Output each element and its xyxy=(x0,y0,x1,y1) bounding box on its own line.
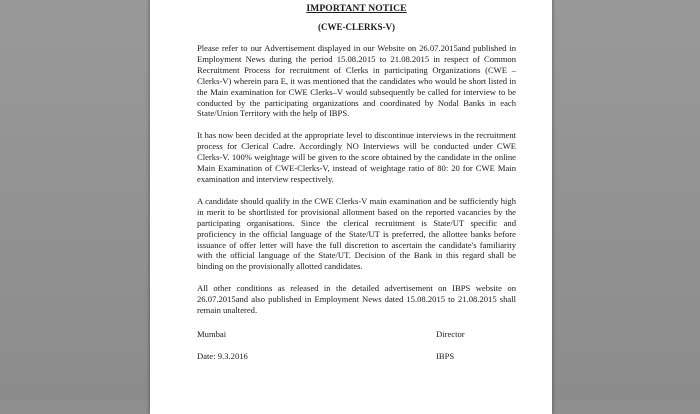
designation-label: Director xyxy=(436,328,465,339)
signature-row-2 xyxy=(197,351,516,362)
place-label: Mumbai xyxy=(197,328,227,339)
document-page xyxy=(150,0,552,414)
notice-subtitle: (CWE-CLERKS-V) xyxy=(317,22,395,32)
paragraph-2: It has now been decided at the appropriate level to discontinue interviews in the recruitment process for Clerical Cadre. Accordingly NO Interviews will be conducted under CWE Clerks-V. 100% weightage will be given to the score obtained by the candidate in the online Main Examination of CWE-Clerks-V, instead of weightage ratio of 80: 20 for CWE Main examination and interview respectively. xyxy=(197,130,516,184)
paragraph-1: Please refer to our Advertisement displayed in our Website on 26.07.2015and published in Employment News during the period 15.08.2015 to 21.08.2015 in respect of Common Recruitment Process for recruitment of Clerks in participating Organizations (CWE – Clerks-V) wherein para E, it was mentioned that the candidates who would be short listed in the Main examination for CWE Clerks–V would subsequently be called for interview to be conducted by the participating organizations and coordinated by Nodal Banks in each State/Union Territory with the help of IBPS. xyxy=(197,43,516,119)
notice-content xyxy=(197,0,516,362)
paragraph-3: A candidate should qualify in the CWE Clerks-V main examination and be sufficiently high in merit to be shortlisted for provisional allotment based on the reported vacancies by the participating organisations. Since the clerical recruitment is State/UT specific and proficiency in the official language of the State/UT is preferred, the allottee banks before issuance of offer letter will have the full discretion to ascertain the candidate's familiarity with the official language of the State/UT. Decision of the Bank in this regard shall be binding on the provisionally allotted candidates. xyxy=(197,195,516,272)
date-label: Date: 9.3.2016 xyxy=(197,350,248,361)
notice-title: IMPORTANT NOTICE xyxy=(306,3,407,14)
organization-label: IBPS xyxy=(436,350,455,361)
signature-row-1 xyxy=(197,329,516,340)
paragraph-4: All other conditions as released in the detailed advertisement on IBPS website on 26.07.2015and also published in Employment News dated 15.08.2015 to 21.08.2015 shall remain unaltered. xyxy=(197,283,516,316)
